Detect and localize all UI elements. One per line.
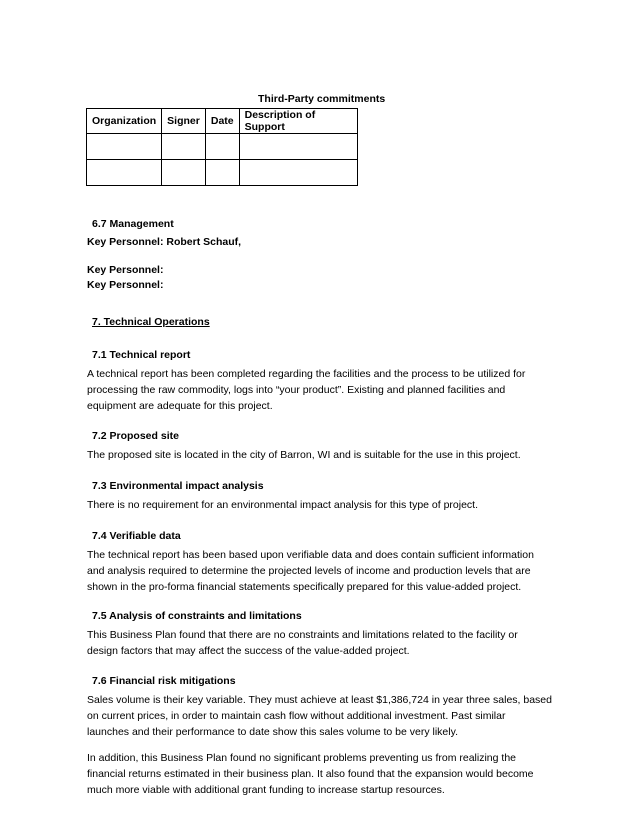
- third-party-commitments-table: [86, 108, 358, 186]
- section-heading-technical-operations: 7. Technical Operations: [92, 316, 210, 328]
- table-cell: [162, 134, 206, 160]
- paragraph-line: The proposed site is located in the city of Barron, WI and is suitable for the use in this project.: [87, 449, 521, 461]
- paragraph-line: much more viable with additional grant funding to increase startup resources.: [87, 784, 445, 796]
- table-cell: [205, 160, 239, 186]
- section-heading-financial-risk: 7.6 Financial risk mitigations: [92, 675, 236, 687]
- paragraph-line: The technical report has been based upon verifiable data and does contain sufficient information: [87, 549, 534, 561]
- paragraph-line: A technical report has been completed regarding the facilities and the process to be utilized for: [87, 368, 526, 380]
- paragraph-line: on current prices, in order to maintain cash flow without additional investment. Past similar: [87, 710, 506, 722]
- table-header-row: [87, 109, 358, 134]
- section-heading-environmental-impact: 7.3 Environmental impact analysis: [92, 480, 264, 492]
- section-heading-proposed-site: 7.2 Proposed site: [92, 430, 179, 442]
- column-header-description: Description of Support: [239, 109, 357, 134]
- table-row: [87, 134, 358, 160]
- key-personnel-line: Key Personnel:: [87, 279, 164, 291]
- paragraph-line: and analysis required to determine the projected levels of income and production levels that are: [87, 565, 531, 577]
- column-header-date: Date: [205, 109, 239, 134]
- table-cell: [162, 160, 206, 186]
- table-cell: [239, 160, 357, 186]
- table-row: [87, 160, 358, 186]
- key-personnel-line: Key Personnel: Robert Schauf,: [87, 236, 242, 248]
- section-heading-management: 6.7 Management: [92, 218, 174, 230]
- paragraph-line: equipment are adequate for this project.: [87, 400, 273, 412]
- paragraph-line: design factors that may affect the success of the value-added project.: [87, 645, 410, 657]
- table-title: Third-Party commitments: [258, 93, 386, 105]
- section-heading-technical-report: 7.1 Technical report: [92, 349, 191, 361]
- paragraph-line: shown in the pro-forma financial statements specifically prepared for this value-added project.: [87, 581, 522, 593]
- paragraph-line: In addition, this Business Plan found no significant problems preventing us from realizing the: [87, 752, 516, 764]
- paragraph-line: There is no requirement for an environmental impact analysis for this type of project.: [87, 499, 479, 511]
- paragraph-line: financial returns estimated in their business plan. It also found that the expansion would become: [87, 768, 534, 780]
- paragraph-line: Sales volume is their key variable. They must achieve at least $1,386,724 in year three sales, based: [87, 694, 552, 706]
- column-header-organization: Organization: [87, 109, 162, 134]
- paragraph-line: processing the raw commodity, logs into “your product”. Existing and planned facilities and: [87, 384, 506, 396]
- section-heading-constraints: 7.5 Analysis of constraints and limitations: [92, 610, 302, 622]
- paragraph-line: launches and their performance to date show this sales volume to be very likely.: [87, 726, 458, 738]
- column-header-signer: Signer: [162, 109, 206, 134]
- section-heading-verifiable-data: 7.4 Verifiable data: [92, 530, 181, 542]
- paragraph-line: This Business Plan found that there are no constraints and limitations related to the facility or: [87, 629, 518, 641]
- table-cell: [239, 134, 357, 160]
- key-personnel-line: Key Personnel:: [87, 264, 164, 276]
- table-cell: [87, 160, 162, 186]
- table-cell: [205, 134, 239, 160]
- table-cell: [87, 134, 162, 160]
